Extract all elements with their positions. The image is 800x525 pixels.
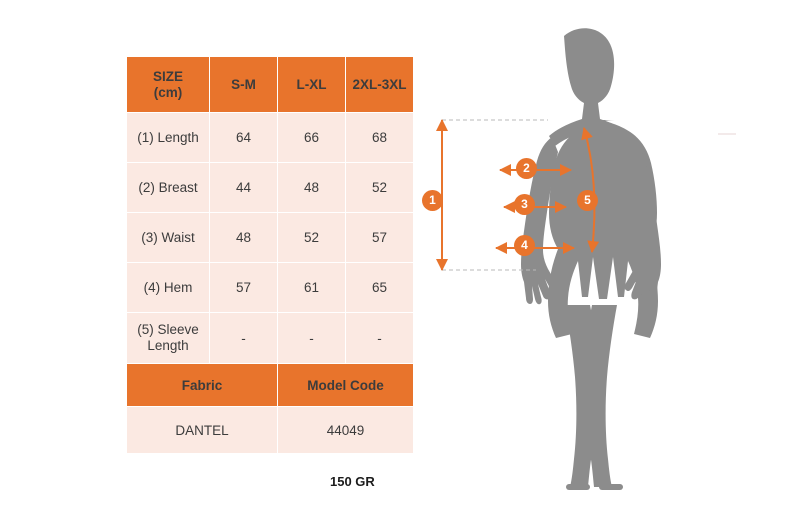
row-label-hem: (4) Hem	[127, 263, 210, 313]
badge-sleeve-length: 5	[577, 190, 598, 211]
cell-hem-2xl3xl: 65	[346, 263, 414, 313]
badge-hem: 4	[514, 235, 535, 256]
table-row	[127, 113, 414, 163]
size-table	[126, 56, 414, 454]
badge-waist: 3	[514, 194, 535, 215]
decorative-mark	[718, 133, 736, 135]
cell-waist-sm: 48	[210, 213, 278, 263]
table-header-row	[127, 57, 414, 113]
cell-length-2xl3xl: 68	[346, 113, 414, 163]
cell-breast-sm: 44	[210, 163, 278, 213]
cell-breast-2xl3xl: 52	[346, 163, 414, 213]
cell-hem-lxl: 61	[278, 263, 346, 313]
header-cell-2xl3xl: 2XL-3XL	[346, 57, 414, 113]
row-label-sleeve-line1: (5) Sleeve	[137, 321, 199, 337]
cell-length-sm: 64	[210, 113, 278, 163]
table-row	[127, 313, 414, 364]
footer-header-model-code: Model Code	[278, 364, 414, 407]
row-label-sleeve-length	[127, 313, 210, 364]
header-cell-lxl: L-XL	[278, 57, 346, 113]
cell-breast-lxl: 48	[278, 163, 346, 213]
header-cell-sm: S-M	[210, 57, 278, 113]
cell-sleeve-sm: -	[210, 313, 278, 364]
table-footer-data-row	[127, 407, 414, 454]
table-row	[127, 263, 414, 313]
cell-length-lxl: 66	[278, 113, 346, 163]
footer-value-fabric: DANTEL	[127, 407, 278, 454]
cell-waist-2xl3xl: 57	[346, 213, 414, 263]
cell-sleeve-2xl3xl: -	[346, 313, 414, 364]
header-cell-size	[127, 57, 210, 113]
badge-breast: 2	[516, 158, 537, 179]
table-footer-header-row	[127, 364, 414, 407]
female-body-silhouette-icon	[460, 20, 750, 510]
header-size-line1: SIZE	[152, 68, 183, 84]
table-row	[127, 163, 414, 213]
cell-hem-sm: 57	[210, 263, 278, 313]
weight-label: 150 GR	[330, 474, 375, 489]
footer-value-model-code: 44049	[278, 407, 414, 454]
table-row	[127, 213, 414, 263]
row-label-sleeve-line2: Length	[147, 338, 189, 353]
header-size-line2: (cm)	[153, 84, 183, 100]
cell-waist-lxl: 52	[278, 213, 346, 263]
row-label-breast: (2) Breast	[127, 163, 210, 213]
row-label-waist: (3) Waist	[127, 213, 210, 263]
cell-sleeve-lxl: -	[278, 313, 346, 364]
footer-header-fabric: Fabric	[127, 364, 278, 407]
row-label-length: (1) Length	[127, 113, 210, 163]
badge-length: 1	[422, 190, 443, 211]
measurement-figure	[420, 20, 780, 510]
